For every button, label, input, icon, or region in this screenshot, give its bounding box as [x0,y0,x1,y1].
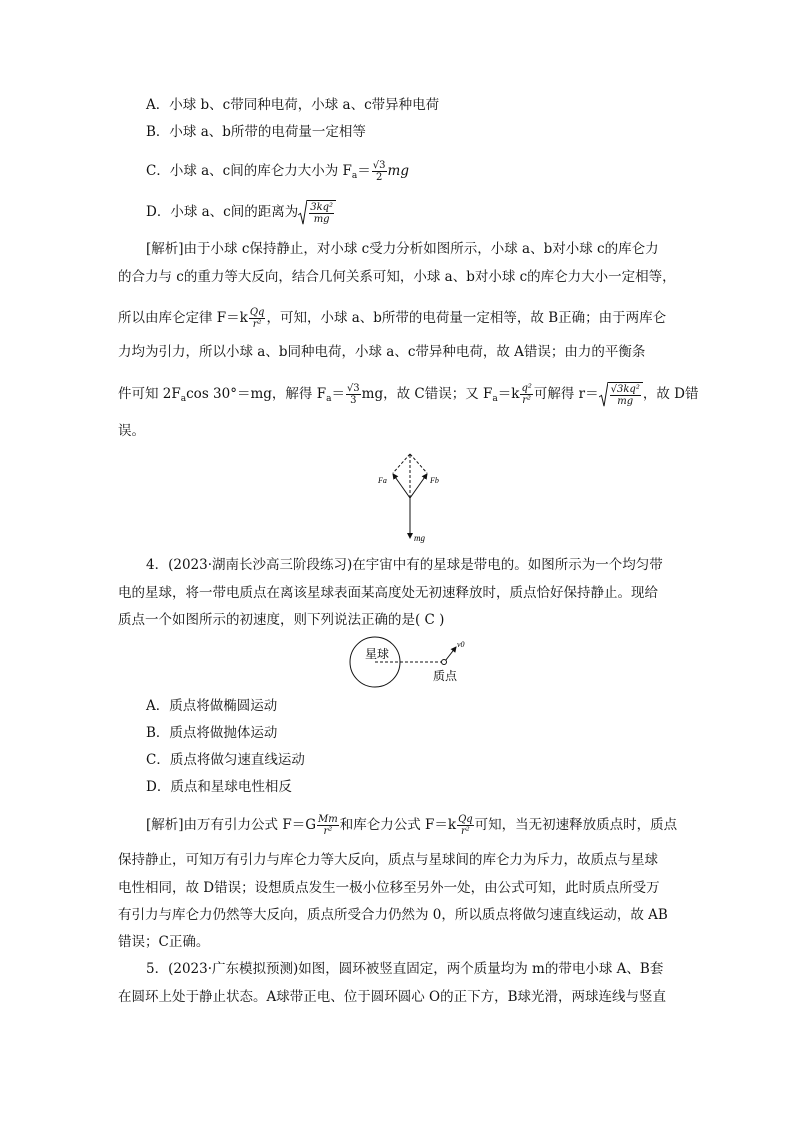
fraction: $\frac{√3}{2}$ [372,160,386,183]
analysis-line: 力均为引力，所以小球 a、b同种电荷，小球 a、c带异种电荷，故 A错误；由力的平衡条 [118,344,646,360]
planet-diagram [345,634,475,690]
analysis-line: [解析]由于小球 c保持静止，对小球 c受力分析如图所示，小球 a、b对小球 c的库仑力 [146,241,659,257]
analysis-line: 件可知 $2F_a\cos$ 30°＝mg，解得 $F_a=$ $\frac{√3}{3}$ mg，故 C错误；又 $F_a=k$ $\frac{\text{q²}}{\text{r²}}$ 可解得 r＝ $\frac{\text{√3kq²}}{mg}$ ，故 D错 [118,383,699,407]
option-d: D．质点和星球电性相反 [146,779,292,795]
analysis-line: 有引力与库仑力仍然等大反向，质点所受合力仍然为 0，所以质点将做匀速直线运动，故 AB [118,907,668,923]
planet-label: 星球 [365,647,390,661]
question-5-stem: 5．(2023·广东模拟预测)如图，圆环被竖直固定，两个质量均为 m的带电小球 A、B套 [146,961,664,977]
analysis-line: 错误；C正确。 [118,934,210,950]
force-diagram [368,440,458,546]
sqrt-expr: $\frac{\text{3kq²}}{mg}$ [298,200,336,225]
force-b-arrow [410,474,427,498]
analysis-line: 电性相同，故 D错误；设想质点发生一极小位移至另外一处，由公式可知，此时质点所受万 [118,880,660,896]
question-5-stem: 在圆环上处于静止状态。A球带正电、位于圆环圆心 O的正下方，B球光滑，两球连线与竖直 [118,989,667,1005]
analysis-line: 误。 [118,423,145,439]
option-d: D．小球 a、c间的距离为 $\frac{\text{3kq²}}{mg}$ [146,200,336,225]
option-a: A．质点将做椭圆运动 [146,698,278,714]
option-b: B．质点将做抛体运动 [146,725,278,741]
analysis-line: 的合力与 c的重力等大反向，结合几何关系可知，小球 a、b对小球 c的库仑力大小一定相等， [118,269,676,285]
question-4-stem: 质点一个如图所示的初速度，则下列说法正确的是( C ) [118,612,445,628]
analysis-line: 保持静止，可知万有引力与库仑力等大反向，质点与星球间的库仑力为斥力，故质点与星球 [118,852,658,868]
label-fa: Fa [378,476,387,485]
option-c: C．小球 a、c间的库仑力大小为 $F_a=$ $\frac{√3}{2}$ mg [146,160,409,183]
force-a-arrow [393,474,410,498]
option-b: B．小球 a、b所带的电荷量一定相等 [146,124,366,140]
option-a: A．小球 b、c带同种电荷，小球 a、c带异种电荷 [146,97,440,113]
label-mg: mg [414,533,425,543]
particle-label: 质点 [433,669,458,683]
v0-label: v0 [457,640,465,649]
option-c: C．质点将做匀速直线运动 [146,752,305,768]
question-4-stem: 电的星球，将一带电质点在离该星球表面某高度处无初速释放时，质点恰好保持静止。现给 [118,585,658,601]
question-4-stem: 4．(2023·湖南长沙高三阶段练习)在宇宙中有的星球是带电的。如图所示为一个均匀带 [146,557,663,573]
analysis-line: [解析]由万有引力公式 F＝G $\frac{Mm}{\text{r²}}$ 和库仑力公式 F＝k $\frac{Qq}{\text{r²}}$ 可知，当无初速释放质点时，质点 [146,814,678,837]
label-fb: Fb [430,476,439,485]
velocity-arrow [446,647,457,661]
analysis-line: 所以由库仑定律 F＝k $\frac{Qq}{\text{r²}}$ ，可知，小球 a、b所带的电荷量一定相等，故 B正确；由于两库仑 [118,307,667,330]
